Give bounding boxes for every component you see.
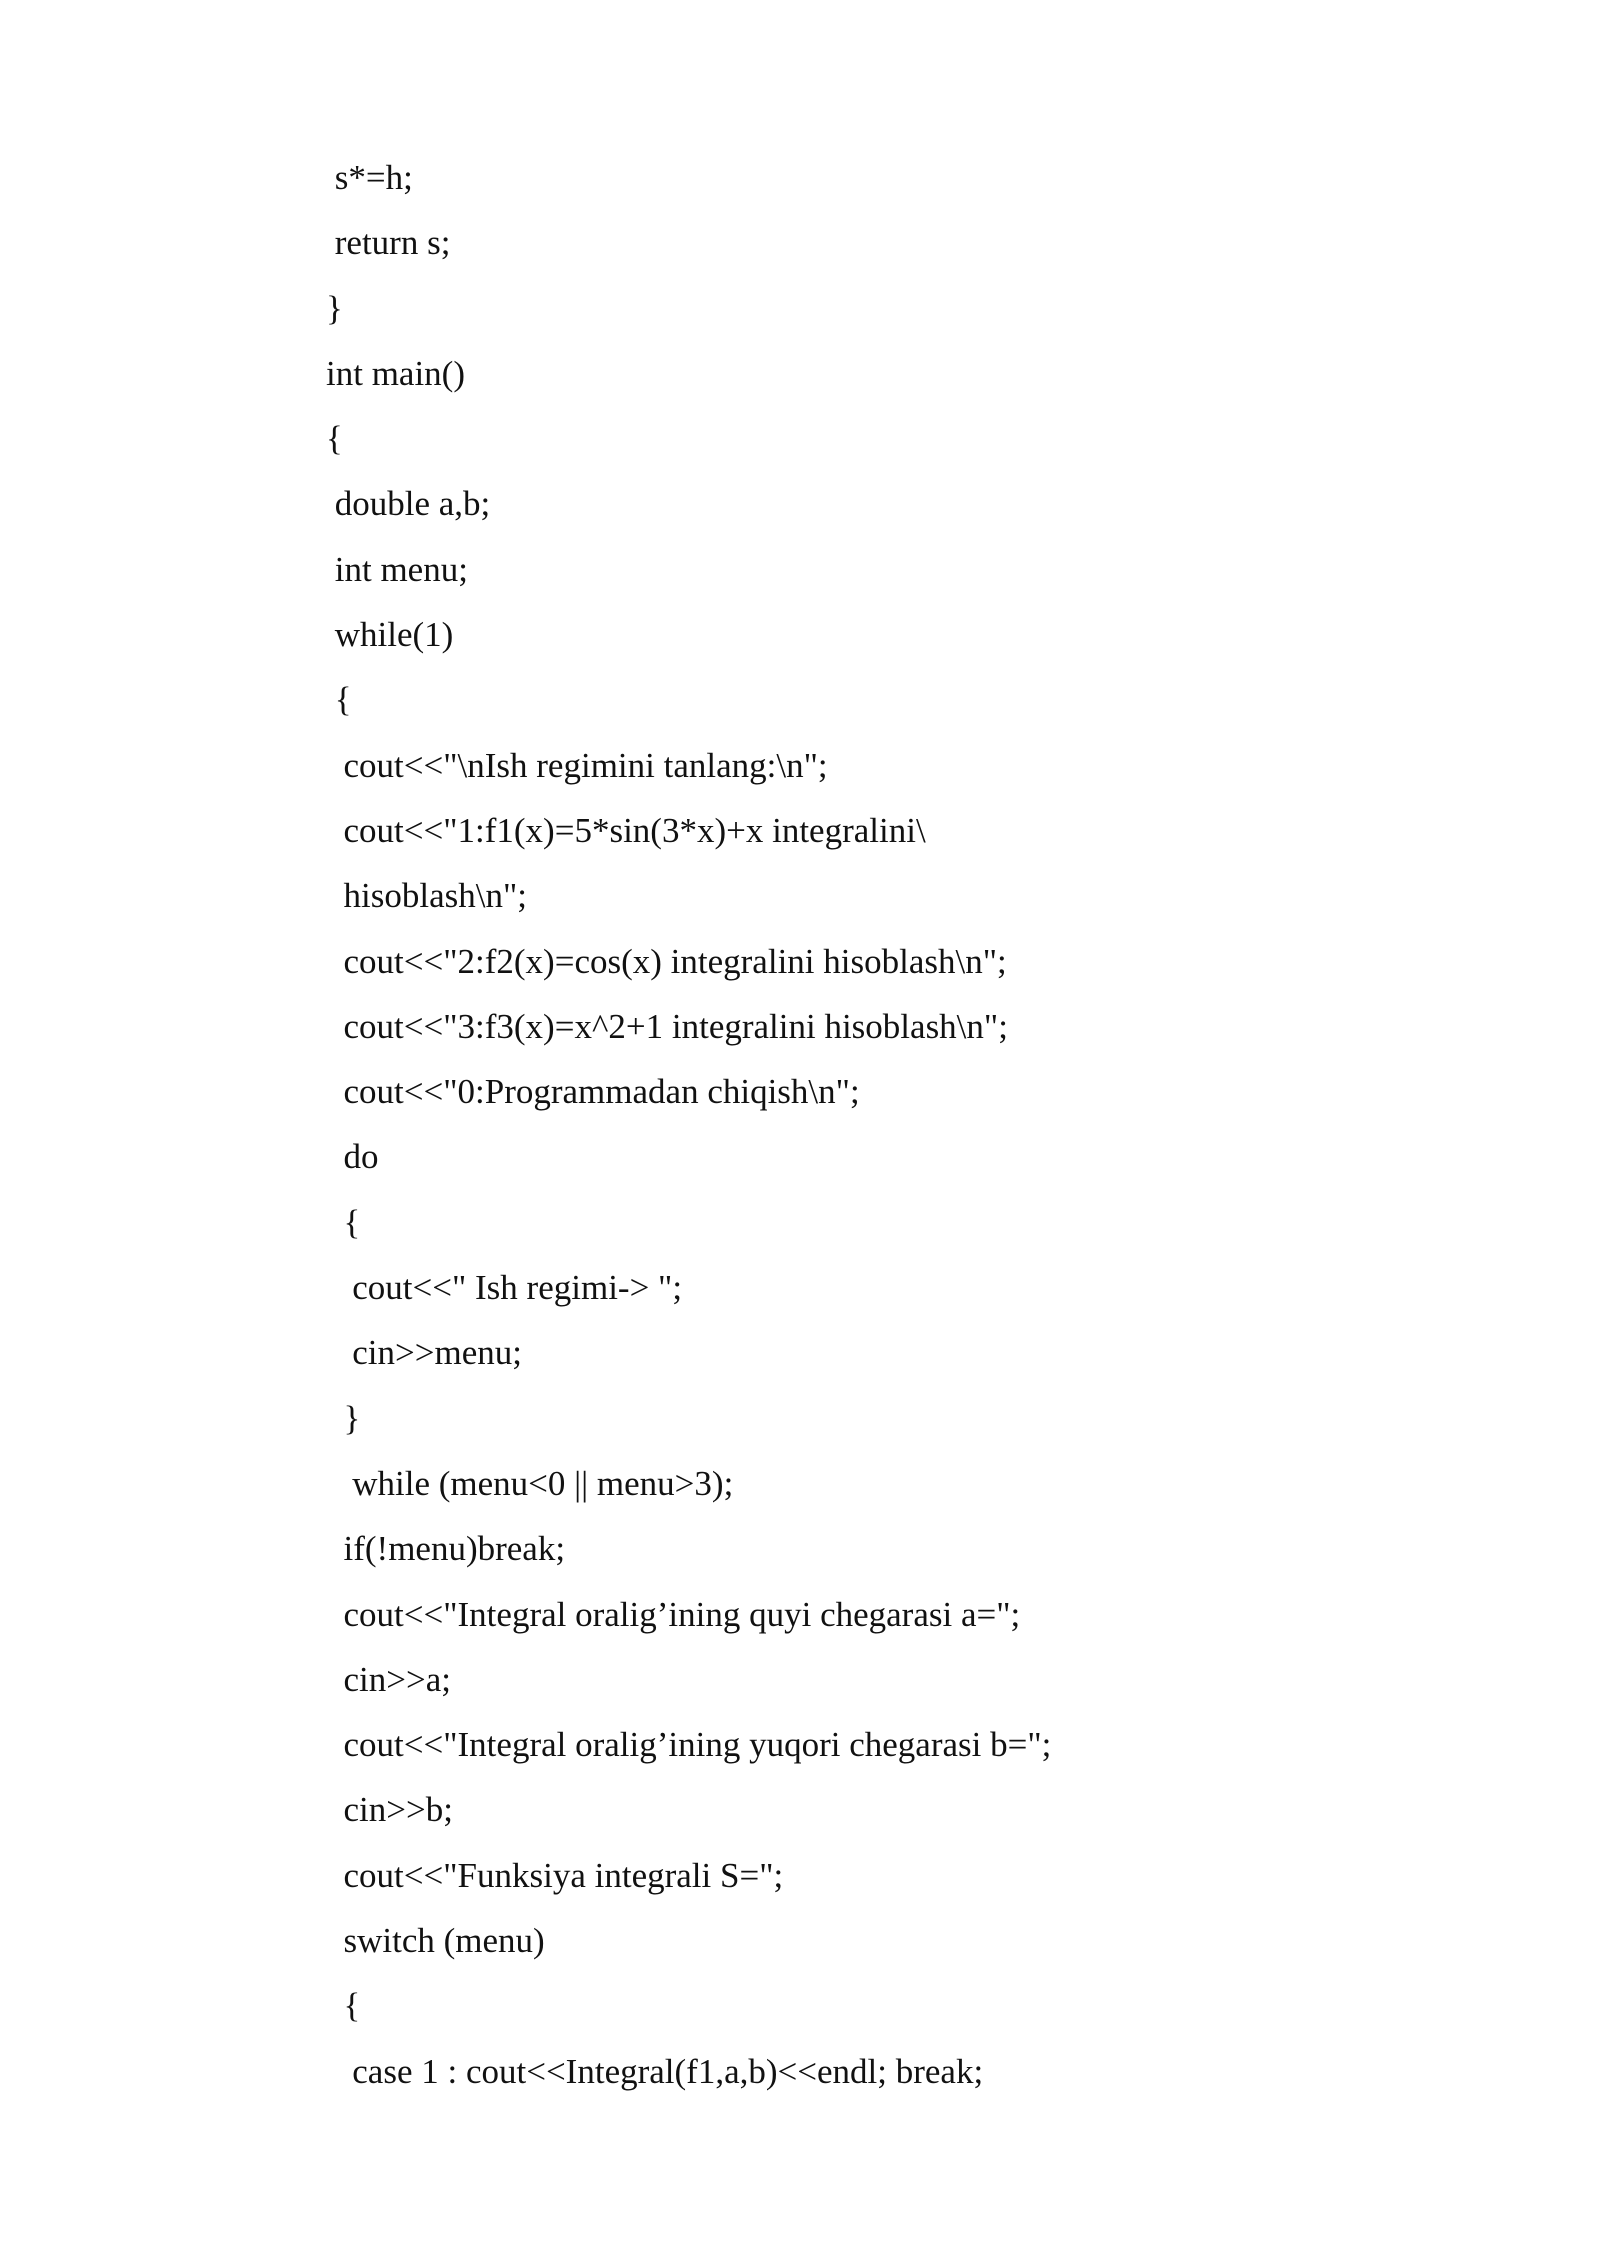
code-line: cin>>a;: [326, 1659, 451, 1699]
code-line: cout<<"1:f1(x)=5*sin(3*x)+x integralini\: [326, 810, 926, 850]
code-line: while (menu<0 || menu>3);: [326, 1463, 734, 1503]
code-line: int main(): [326, 353, 465, 393]
code-line: while(1): [326, 615, 454, 655]
code-line: switch (menu): [326, 1921, 545, 1961]
code-line: return s;: [326, 223, 451, 263]
code-line: }: [326, 288, 343, 328]
code-line: {: [326, 1202, 361, 1242]
code-line: {: [326, 419, 343, 459]
code-line: cout<<"\nIsh regimini tanlang:\n";: [326, 745, 828, 785]
code-line: s*=h;: [326, 158, 413, 197]
code-line: cout<<"2:f2(x)=cos(x) integralini hisoblash\n";: [326, 941, 1007, 981]
code-line: cout<<"0:Programmadan chiqish\n";: [326, 1072, 860, 1112]
code-line: }: [326, 1398, 361, 1438]
code-line: cout<<"3:f3(x)=x^2+1 integralini hisoblash\n";: [326, 1006, 1008, 1046]
code-line: if(!menu)break;: [326, 1529, 566, 1569]
code-line: cin>>b;: [326, 1790, 453, 1830]
code-line: cout<<"Integral oralig’ining yuqori chegarasi b=";: [326, 1725, 1052, 1765]
code-line: int menu;: [326, 549, 468, 589]
code-line: {: [326, 1986, 361, 2026]
code-line: do: [326, 1137, 379, 1177]
code-line: hisoblash\n";: [326, 876, 527, 916]
code-line: cout<<" Ish regimi-> ";: [326, 1268, 683, 1308]
code-line: case 1 : cout<<Integral(f1,a,b)<<endl; break;: [326, 2051, 984, 2091]
code-line: cout<<"Funksiya integrali S=";: [326, 1855, 784, 1895]
code-line: cout<<"Integral oralig’ining quyi chegarasi a=";: [326, 1594, 1021, 1634]
code-line: double a,b;: [326, 484, 491, 524]
code-line: cin>>menu;: [326, 1333, 522, 1373]
code-listing: [326, 145, 1476, 2104]
code-line: {: [326, 680, 352, 720]
